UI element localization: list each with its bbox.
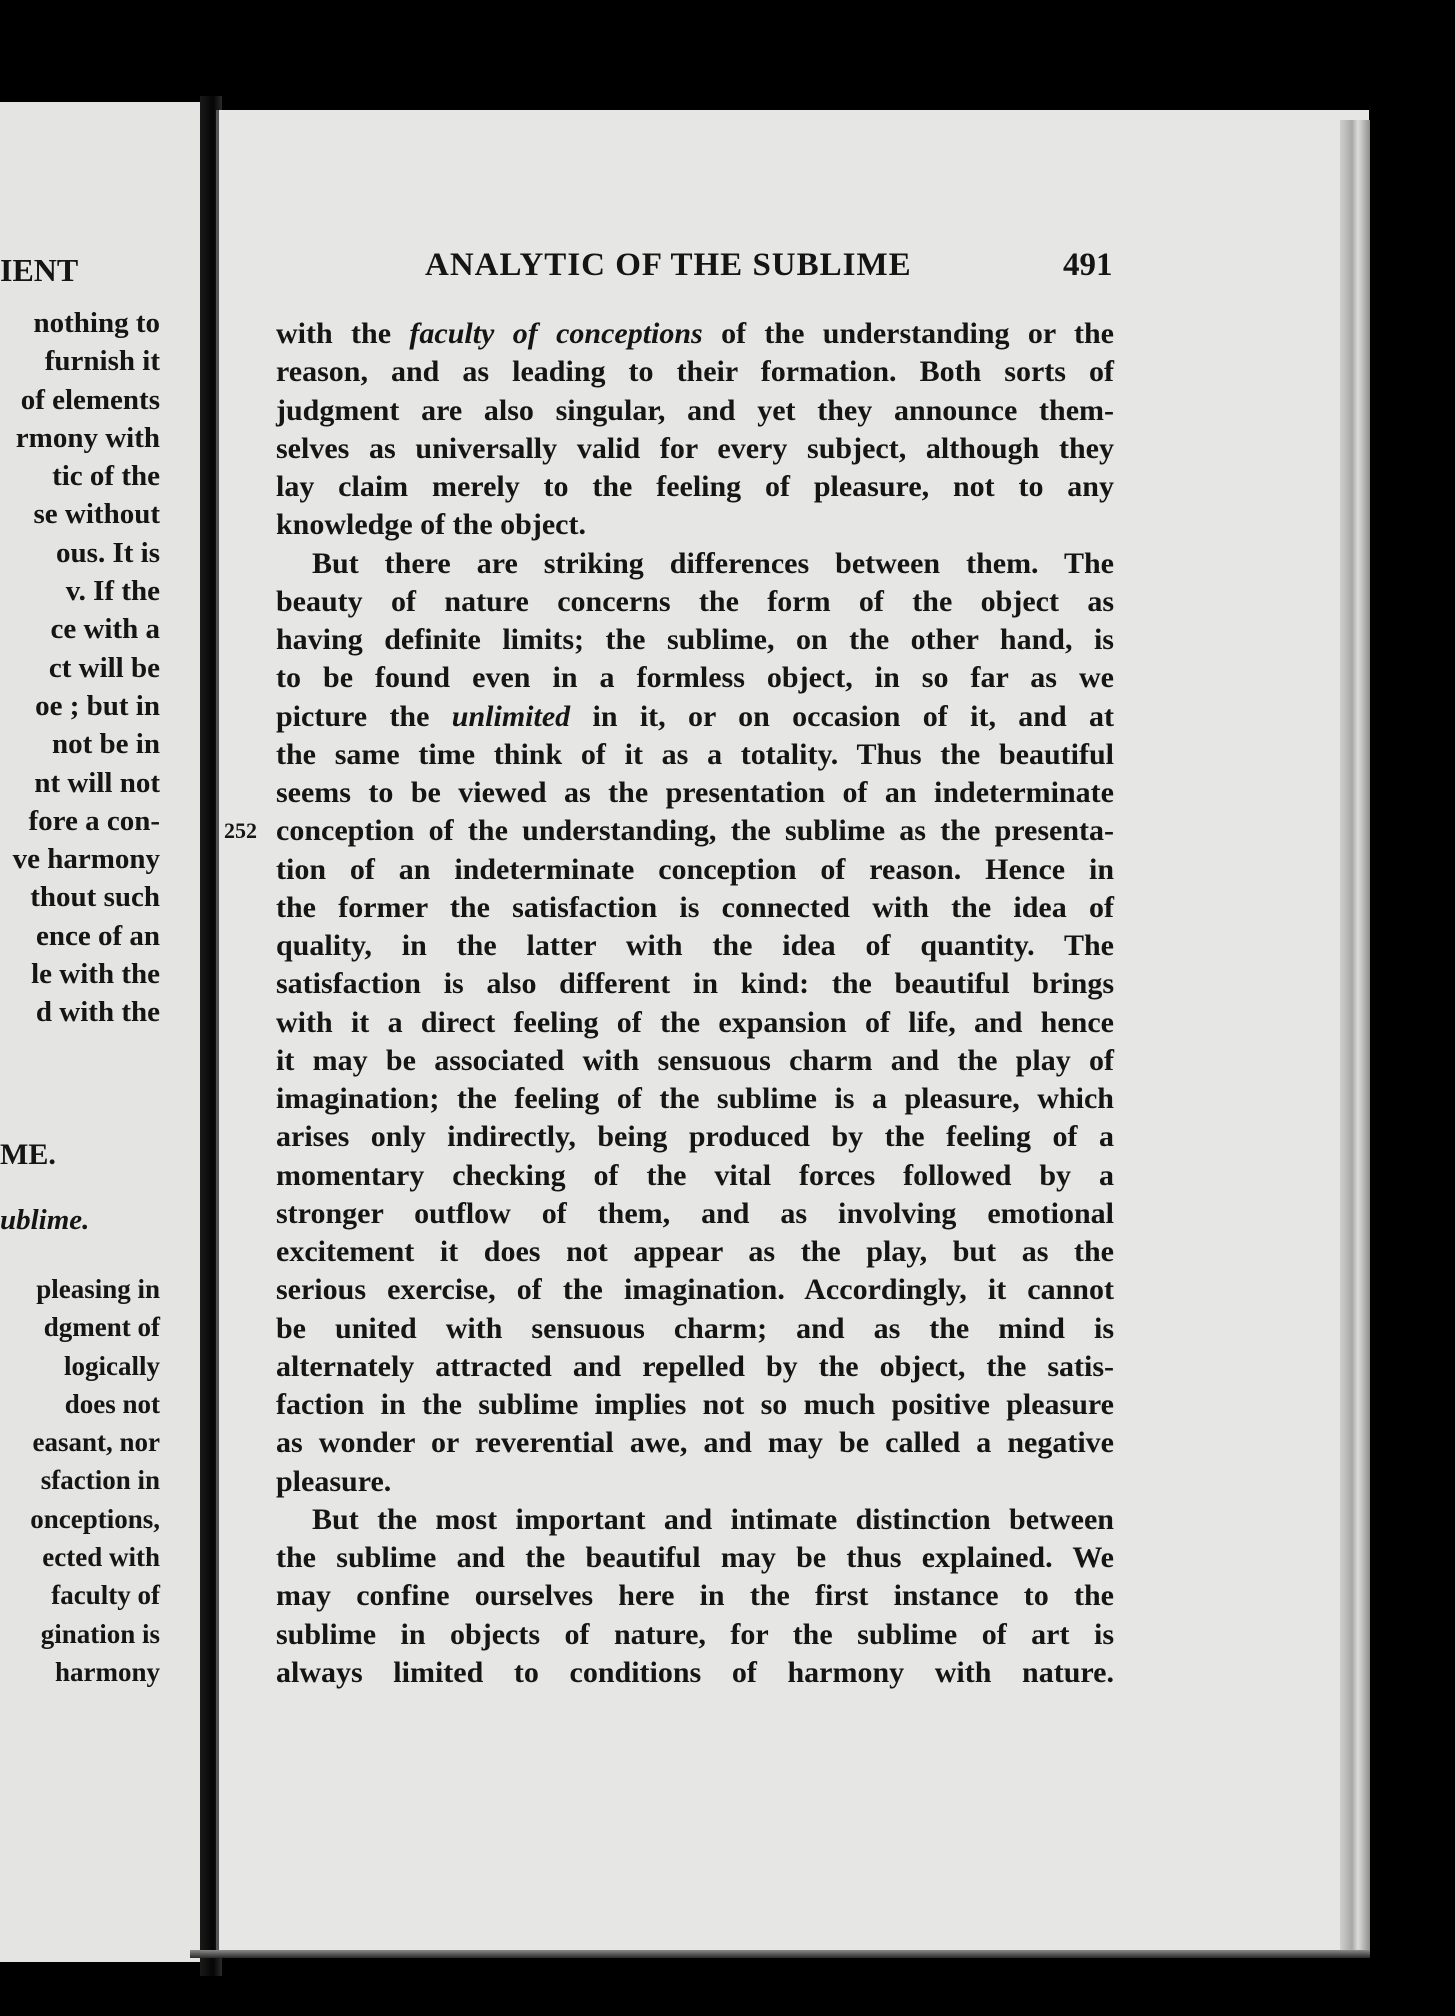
facing-page-line: does not (64, 1388, 160, 1419)
facing-page-line: ected with (42, 1542, 160, 1573)
text-line (276, 1271, 1114, 1309)
text-run: of the understanding or the (702, 317, 1114, 350)
facing-page-text-upper (13, 304, 160, 1032)
facing-page-line: ence of an (35, 919, 160, 952)
text-run: alternately attracted and repelled by the object, the satis- (276, 1349, 1114, 1383)
text-line (276, 812, 1114, 850)
text-run: it may be associated with sensuous charm and the play of (276, 1043, 1114, 1077)
text-line (276, 1310, 1114, 1348)
text-run: lay claim merely to the feeling of pleasure, not to any (276, 470, 1114, 503)
text-run: sublime in objects of nature, for the sublime of art is (276, 1617, 1114, 1651)
facing-page-line: ce with a (50, 613, 160, 646)
text-line (276, 736, 1114, 774)
text-line (276, 1539, 1114, 1577)
text-line (276, 1654, 1114, 1692)
text-line (276, 1501, 1114, 1539)
text-line (276, 1195, 1114, 1233)
text-run: having definite limits; the sublime, on the other hand, is (276, 623, 1114, 656)
facing-page-line: dgment of (43, 1312, 160, 1343)
text-run: But the most important and intimate distinction between (312, 1502, 1114, 1536)
facing-page-line: le with the (31, 958, 160, 991)
facing-page-line: thout such (30, 881, 160, 914)
page-bottom-edge (190, 1950, 1370, 1958)
facing-page-line: logically (64, 1350, 160, 1381)
text-run: in it, or on occasion of it, and at (570, 699, 1114, 733)
text-run: But there are striking differences between them. The (312, 546, 1114, 580)
facing-page-section-subtitle: ublime. (0, 1204, 90, 1236)
facing-page-line: nt will not (34, 766, 160, 799)
text-run: reason, and as leading to their formation. Both sorts of (276, 355, 1114, 389)
text-run: with the (276, 317, 410, 350)
text-run: as wonder or reverential awe, and may be called a negative (276, 1426, 1114, 1460)
text-run: arises only indirectly, being produced by the feeling of a (276, 1120, 1114, 1154)
text-run: the former the satisfaction is connected with the idea of (276, 890, 1114, 924)
text-line (276, 1157, 1114, 1195)
text-run: selves as universally valid for every subject, although they (276, 431, 1114, 465)
text-line (276, 1348, 1114, 1386)
text-run: always limited to conditions of harmony with nature. (276, 1655, 1114, 1689)
text-line (276, 1463, 1114, 1501)
text-line (276, 583, 1114, 621)
text-line (276, 1424, 1114, 1462)
text-line (276, 392, 1114, 430)
facing-page-line: faculty of (51, 1580, 160, 1611)
facing-page-text-lower (30, 1270, 160, 1691)
facing-page-line: d with the (35, 996, 160, 1029)
facing-page-fragment (0, 102, 208, 1962)
text-line (276, 889, 1114, 927)
facing-page-line: easant, nor (32, 1427, 160, 1458)
facing-page-line: se without (33, 498, 160, 531)
facing-page-line: of elements (20, 383, 160, 416)
text-run: pleasure. (276, 1464, 392, 1498)
facing-page-line: harmony (54, 1656, 160, 1687)
text-run: stronger outflow of them, and as involving emotional (276, 1196, 1114, 1230)
page-number: 491 (1063, 247, 1113, 283)
facing-page-line: fore a con- (28, 804, 160, 837)
italic-text: unlimited (451, 699, 571, 733)
facing-page-line: tic of the (52, 460, 160, 493)
facing-page-line: nothing to (33, 307, 160, 339)
facing-page-line: oe ; but in (35, 689, 160, 722)
text-run: momentary checking of the vital forces followed by a (276, 1158, 1114, 1192)
facing-page-section-title: ME. (0, 1138, 56, 1171)
text-line (276, 1577, 1114, 1615)
text-line (276, 353, 1114, 391)
text-run: seems to be viewed as the presentation of an indeterminate (276, 776, 1114, 809)
text-line (276, 851, 1114, 889)
page-edge-shadow (1340, 120, 1370, 1950)
text-run: to be found even in a formless object, in so far as we (276, 661, 1114, 695)
margin-reference-number: 252 (224, 818, 257, 843)
text-run: picture the (276, 699, 452, 733)
text-line (276, 659, 1114, 697)
text-line (276, 506, 1114, 544)
body-text (276, 315, 1114, 1692)
text-line (276, 774, 1114, 812)
text-run: satisfaction is also different in kind: the beautiful brings (276, 967, 1114, 1001)
text-run: may confine ourselves here in the first instance to the (276, 1579, 1114, 1613)
text-line (276, 927, 1114, 965)
italic-text: faculty of conceptions (409, 317, 703, 350)
text-run: tion of an indeterminate conception of reason. Hence in (276, 852, 1114, 886)
facing-page-line: v. If the (65, 575, 160, 608)
text-line (276, 315, 1114, 353)
text-line (276, 1004, 1114, 1042)
text-run: imagination; the feeling of the sublime is a pleasure, which (276, 1082, 1114, 1115)
text-run: knowledge of the object. (276, 508, 586, 542)
text-run: with it a direct feeling of the expansion of life, and hence (276, 1005, 1114, 1039)
text-line (276, 1118, 1114, 1156)
text-line (276, 1386, 1114, 1424)
facing-page-line: ct will be (48, 651, 160, 684)
facing-page-line: furnish it (44, 345, 160, 378)
text-run: quality, in the latter with the idea of quantity. The (276, 929, 1114, 962)
text-line (276, 545, 1114, 583)
text-run: faction in the sublime implies not so much positive pleasure (276, 1388, 1114, 1421)
text-line (276, 1080, 1114, 1118)
facing-page-line: onceptions, (30, 1503, 160, 1534)
text-run: excitement it does not appear as the play, but as the (276, 1235, 1114, 1268)
text-run: be united with sensuous charm; and as the mind is (276, 1311, 1114, 1345)
facing-page-running-head: IENT (0, 252, 79, 288)
facing-page-line: gination is (40, 1618, 160, 1649)
text-run: the same time think of it as a totality. Thus the beautiful (276, 737, 1114, 771)
text-run: judgment are also singular, and yet they announce them- (276, 393, 1114, 427)
text-line (276, 965, 1114, 1003)
paragraph (276, 315, 1114, 545)
text-line (276, 430, 1114, 468)
text-run: conception of the understanding, the sublime as the presenta- (276, 814, 1114, 848)
facing-page-line: rmony with (15, 421, 160, 454)
text-run: serious exercise, of the imagination. Accordingly, it cannot (276, 1273, 1114, 1307)
text-line (276, 698, 1114, 736)
paragraph (276, 545, 1114, 1501)
facing-page-line: sfaction in (40, 1465, 160, 1496)
running-head: ANALYTIC OF THE SUBLIME (425, 247, 912, 283)
text-line (276, 468, 1114, 506)
facing-page-line: ve harmony (12, 843, 160, 876)
text-line (276, 1042, 1114, 1080)
text-run: the sublime and the beautiful may be thus explained. We (276, 1541, 1114, 1574)
text-line (276, 1616, 1114, 1654)
paragraph (276, 1501, 1114, 1692)
facing-page-line: pleasing in (36, 1274, 160, 1304)
facing-page-line: ous. It is (56, 536, 160, 569)
text-line (276, 1233, 1114, 1271)
text-line (276, 621, 1114, 659)
facing-page-line: not be in (52, 728, 160, 761)
text-run: beauty of nature concerns the form of the object as (276, 584, 1114, 618)
